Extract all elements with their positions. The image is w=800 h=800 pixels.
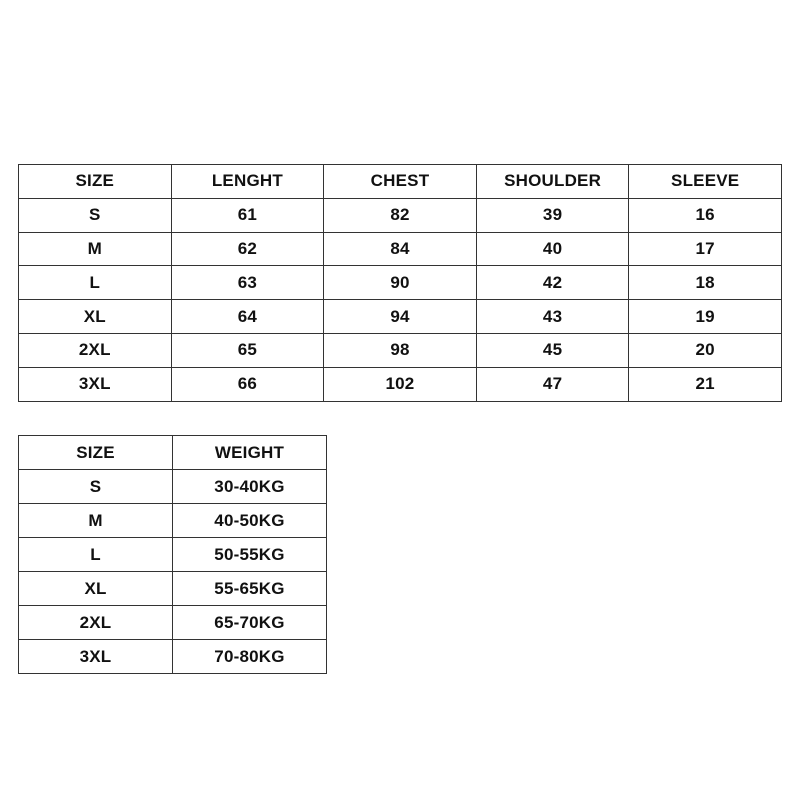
cell-chest: 90: [324, 266, 477, 300]
table-row: [19, 266, 782, 300]
cell-sleeve: 19: [629, 300, 782, 334]
table-row: [19, 232, 782, 266]
weight-header-row: [19, 436, 327, 470]
cell-sleeve: 20: [629, 333, 782, 367]
cell-length: 64: [171, 300, 324, 334]
cell-size: S: [19, 470, 173, 504]
table-row: [19, 538, 327, 572]
cell-shoulder: 45: [476, 333, 629, 367]
table-row: [19, 640, 327, 674]
header-chest: CHEST: [324, 165, 477, 199]
cell-size: 3XL: [19, 367, 172, 401]
table-row: [19, 572, 327, 606]
cell-shoulder: 40: [476, 232, 629, 266]
cell-weight: 30-40KG: [173, 470, 327, 504]
cell-size: M: [19, 232, 172, 266]
table-row: [19, 198, 782, 232]
cell-length: 65: [171, 333, 324, 367]
cell-size: 3XL: [19, 640, 173, 674]
table-row: [19, 333, 782, 367]
table-row: [19, 504, 327, 538]
cell-sleeve: 16: [629, 198, 782, 232]
cell-chest: 82: [324, 198, 477, 232]
cell-shoulder: 42: [476, 266, 629, 300]
cell-length: 63: [171, 266, 324, 300]
table-row: [19, 300, 782, 334]
header-shoulder: SHOULDER: [476, 165, 629, 199]
cell-size: XL: [19, 300, 172, 334]
cell-chest: 98: [324, 333, 477, 367]
cell-size: S: [19, 198, 172, 232]
cell-sleeve: 18: [629, 266, 782, 300]
header-weight: WEIGHT: [173, 436, 327, 470]
cell-weight: 65-70KG: [173, 606, 327, 640]
header-sleeve: SLEEVE: [629, 165, 782, 199]
cell-chest: 94: [324, 300, 477, 334]
cell-weight: 55-65KG: [173, 572, 327, 606]
cell-sleeve: 21: [629, 367, 782, 401]
table-row: [19, 606, 327, 640]
cell-size: L: [19, 266, 172, 300]
cell-length: 66: [171, 367, 324, 401]
measurements-table: [18, 164, 782, 402]
cell-chest: 102: [324, 367, 477, 401]
table-row: [19, 367, 782, 401]
cell-weight: 50-55KG: [173, 538, 327, 572]
header-size: SIZE: [19, 436, 173, 470]
cell-weight: 40-50KG: [173, 504, 327, 538]
cell-chest: 84: [324, 232, 477, 266]
header-size: SIZE: [19, 165, 172, 199]
cell-shoulder: 47: [476, 367, 629, 401]
table-row: [19, 470, 327, 504]
cell-size: 2XL: [19, 606, 173, 640]
cell-size: XL: [19, 572, 173, 606]
header-length: LENGHT: [171, 165, 324, 199]
cell-weight: 70-80KG: [173, 640, 327, 674]
measurements-header-row: [19, 165, 782, 199]
cell-shoulder: 43: [476, 300, 629, 334]
cell-sleeve: 17: [629, 232, 782, 266]
cell-size: L: [19, 538, 173, 572]
cell-size: 2XL: [19, 333, 172, 367]
cell-shoulder: 39: [476, 198, 629, 232]
cell-size: M: [19, 504, 173, 538]
cell-length: 62: [171, 232, 324, 266]
weight-table: [18, 435, 327, 674]
cell-length: 61: [171, 198, 324, 232]
